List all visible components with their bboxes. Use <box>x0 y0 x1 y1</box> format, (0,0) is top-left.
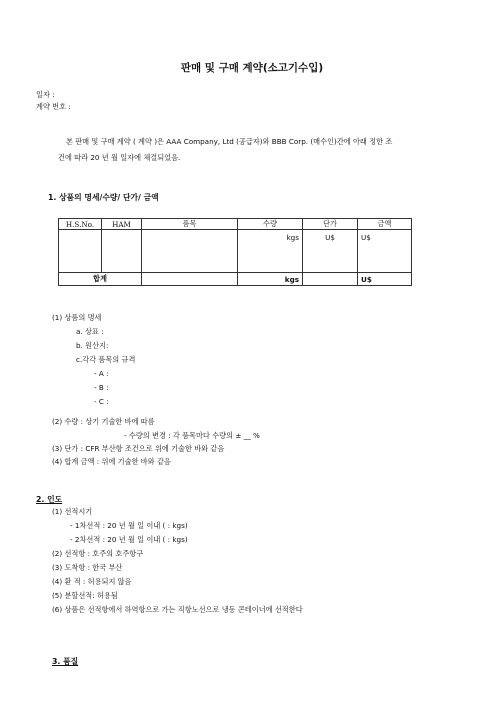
spec-heading: (1) 상품의 명세 <box>52 313 102 322</box>
table-cell: U$ <box>358 230 412 245</box>
shipping-route: (6) 상품은 선적항에서 하역항으로 가는 직항노선으로 냉동 콘테이너에 선적한다 <box>52 605 303 614</box>
table-cell <box>238 258 303 273</box>
col-header-item: 품목 <box>142 219 238 230</box>
intro-line-1: 본 판매 및 구매 계약 ( 계약 )은 AAA Company, Ltd (공급자)와 BBB Corp. (매수인)간에 아래 정한 조 <box>66 137 393 146</box>
document-title: 판매 및 구매 계약(소고기수입) <box>180 62 324 74</box>
table-cell <box>59 244 102 258</box>
total-qty: kgs <box>238 273 303 286</box>
table-cell <box>238 244 303 258</box>
quantity-clause: (2) 수량 : 상기 기술한 바에 따름 <box>52 417 155 426</box>
table-cell <box>303 258 358 273</box>
section-1-heading: 1. 상품의 명세/수량/ 단가/ 금액 <box>48 193 159 202</box>
spec-brand: a. 상표 : <box>76 327 104 336</box>
spec-sizes: c.각각 품목의 규격 <box>76 355 136 364</box>
col-header-qty: 수량 <box>238 219 303 230</box>
second-shipment: - 2차선적 : 20 년 월 일 이내 ( : kgs) <box>70 535 188 544</box>
table-total-row <box>59 273 412 286</box>
table-cell <box>303 273 358 286</box>
product-table <box>58 218 412 286</box>
table-cell <box>59 258 102 273</box>
table-cell <box>102 230 142 245</box>
total-amount-clause: (4) 합계 금액 : 위에 기술한 바와 같음 <box>52 457 171 466</box>
table-cell: U$ <box>303 230 358 245</box>
table-cell <box>59 230 102 245</box>
table-cell <box>142 273 238 286</box>
first-shipment: - 1차선적 : 20 년 월 일 이내 ( : kgs) <box>70 521 188 530</box>
transshipment: (4) 환 적 : 허용되지 않음 <box>52 577 132 586</box>
port-of-destination: (3) 도착항 : 한국 부산 <box>52 563 123 572</box>
spec-item-b: - B : <box>94 383 109 392</box>
table-row <box>59 230 412 245</box>
section-3-heading: 3. 품질 <box>52 657 79 666</box>
col-header-unit-price: 단가 <box>303 219 358 230</box>
table-cell <box>142 244 238 258</box>
port-of-loading: (2) 선적항 : 호주의 호주항구 <box>52 549 144 558</box>
table-cell <box>303 244 358 258</box>
partial-shipment: (5) 분할선적: 허용됨 <box>52 591 118 600</box>
section-2-heading: 2. 인도 <box>36 495 63 504</box>
col-header-amount: 금액 <box>358 219 412 230</box>
intro-line-2: 건에 따라 20 년 월 일자에 체결되었음. <box>58 153 181 162</box>
col-header-ham: HAM <box>102 219 142 230</box>
table-cell <box>358 258 412 273</box>
contract-number-label: 계약 번호 : <box>36 102 71 111</box>
spec-item-a: - A : <box>94 369 109 378</box>
total-amount: U$ <box>358 273 412 286</box>
table-cell <box>142 230 238 245</box>
table-cell <box>102 244 142 258</box>
table-row <box>59 244 412 258</box>
table-header-row <box>59 219 412 230</box>
quantity-change: - 수량의 변경 : 각 품목마다 수량의 ± __ % <box>124 431 260 440</box>
table-cell <box>142 258 238 273</box>
date-label: 일자 : <box>36 90 55 99</box>
shipment-time: (1) 선적시기 <box>52 507 93 516</box>
unit-price-clause: (3) 단가 : CFR 부산항 조건으로 위에 기술한 바와 같음 <box>52 444 225 453</box>
spec-item-c: - C : <box>94 397 109 406</box>
table-row <box>59 258 412 273</box>
total-label: 합계 <box>59 273 142 286</box>
table-cell <box>358 244 412 258</box>
table-cell <box>102 258 142 273</box>
table-cell: kgs <box>238 230 303 245</box>
spec-origin: b. 원산지: <box>76 341 109 350</box>
col-header-hsno: H.S.No. <box>59 219 102 230</box>
